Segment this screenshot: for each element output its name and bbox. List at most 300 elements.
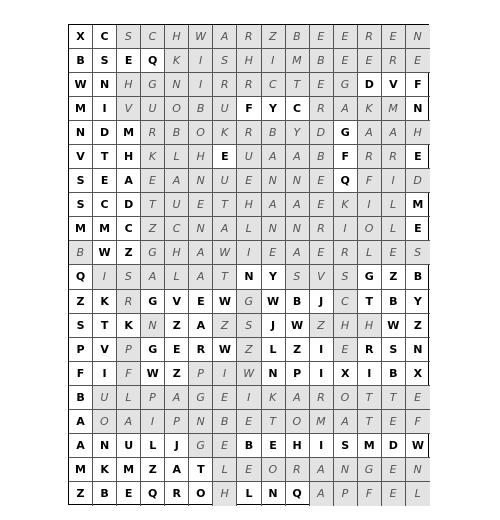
grid-cell-found[interactable]: E — [382, 410, 406, 434]
grid-cell-found[interactable]: G — [189, 386, 213, 410]
grid-cell[interactable]: R — [358, 338, 382, 362]
grid-cell[interactable]: Y — [406, 290, 430, 314]
grid-cell[interactable]: H — [286, 434, 310, 458]
grid-cell-found[interactable]: H — [165, 25, 189, 49]
grid-cell-found[interactable]: E — [382, 241, 406, 265]
grid-cell-found[interactable]: E — [382, 25, 406, 49]
grid-cell[interactable]: W — [213, 290, 237, 314]
grid-cell[interactable]: M — [406, 193, 430, 217]
grid-cell-found[interactable]: L — [237, 217, 261, 241]
grid-cell-found[interactable]: O — [262, 458, 286, 482]
grid-cell-found[interactable]: R — [237, 73, 261, 97]
grid-cell[interactable]: M — [117, 121, 141, 145]
grid-cell-found[interactable]: K — [165, 49, 189, 73]
grid-cell[interactable]: I — [93, 97, 117, 121]
grid-cell-found[interactable]: A — [189, 241, 213, 265]
grid-cell-found[interactable]: D — [310, 121, 334, 145]
grid-cell[interactable]: X — [406, 362, 430, 386]
grid-cell[interactable]: Z — [69, 290, 93, 314]
grid-cell[interactable]: P — [69, 338, 93, 362]
grid-cell[interactable]: N — [406, 97, 430, 121]
grid-cell-found[interactable]: N — [334, 458, 358, 482]
grid-cell[interactable]: N — [237, 265, 261, 289]
grid-cell-found[interactable]: P — [165, 410, 189, 434]
grid-cell-found[interactable]: L — [382, 193, 406, 217]
grid-cell[interactable]: I — [310, 362, 334, 386]
grid-cell-found[interactable]: E — [334, 49, 358, 73]
grid-cell-found[interactable]: U — [93, 386, 117, 410]
grid-cell[interactable]: E — [165, 338, 189, 362]
grid-cell-found[interactable]: I — [213, 362, 237, 386]
grid-cell[interactable]: W — [69, 73, 93, 97]
grid-cell-found[interactable]: I — [334, 217, 358, 241]
grid-cell-found[interactable]: U — [213, 97, 237, 121]
grid-cell-found[interactable]: E — [213, 386, 237, 410]
grid-cell-found[interactable]: A — [382, 121, 406, 145]
grid-cell-found[interactable]: Z — [213, 314, 237, 338]
grid-cell-found[interactable]: I — [189, 73, 213, 97]
grid-cell-found[interactable]: E — [237, 458, 261, 482]
grid-cell-found[interactable]: N — [406, 458, 430, 482]
grid-cell-found[interactable]: N — [141, 314, 165, 338]
grid-cell[interactable]: L — [262, 338, 286, 362]
grid-cell[interactable]: A — [165, 458, 189, 482]
grid-cell-found[interactable]: G — [189, 434, 213, 458]
grid-cell[interactable]: B — [237, 434, 261, 458]
grid-cell-found[interactable]: G — [358, 458, 382, 482]
grid-cell-found[interactable]: R — [310, 217, 334, 241]
grid-cell-found[interactable]: M — [382, 97, 406, 121]
grid-cell-found[interactable]: S — [117, 25, 141, 49]
grid-cell[interactable]: L — [237, 482, 261, 506]
grid-cell[interactable]: E — [262, 434, 286, 458]
grid-cell[interactable]: S — [69, 193, 93, 217]
grid-cell[interactable]: K — [93, 290, 117, 314]
grid-cell-found[interactable]: Z — [237, 338, 261, 362]
grid-cell[interactable]: I — [358, 362, 382, 386]
grid-cell-found[interactable]: E — [310, 169, 334, 193]
grid-cell[interactable]: Z — [165, 314, 189, 338]
grid-cell-found[interactable]: N — [165, 73, 189, 97]
grid-cell-found[interactable]: L — [358, 241, 382, 265]
grid-cell[interactable]: C — [93, 193, 117, 217]
grid-cell-found[interactable]: R — [382, 49, 406, 73]
grid-cell[interactable]: T — [93, 145, 117, 169]
grid-cell[interactable]: N — [406, 338, 430, 362]
grid-cell-found[interactable]: C — [141, 25, 165, 49]
grid-cell-found[interactable]: B — [286, 25, 310, 49]
grid-cell[interactable]: B — [382, 362, 406, 386]
grid-cell-found[interactable]: S — [237, 314, 261, 338]
grid-cell[interactable]: A — [189, 314, 213, 338]
grid-cell-found[interactable]: V — [117, 97, 141, 121]
grid-cell[interactable]: N — [93, 73, 117, 97]
grid-cell[interactable]: S — [69, 314, 93, 338]
grid-cell-found[interactable]: E — [189, 193, 213, 217]
grid-cell-found[interactable]: I — [358, 193, 382, 217]
grid-cell-found[interactable]: R — [358, 25, 382, 49]
grid-cell[interactable]: C — [117, 217, 141, 241]
grid-cell-found[interactable]: E — [382, 482, 406, 506]
grid-cell-found[interactable]: I — [189, 49, 213, 73]
grid-cell[interactable]: F — [69, 362, 93, 386]
grid-cell-found[interactable]: B — [213, 410, 237, 434]
grid-cell[interactable]: V — [165, 290, 189, 314]
grid-cell-found[interactable]: A — [262, 193, 286, 217]
grid-cell-found[interactable]: B — [310, 49, 334, 73]
grid-cell[interactable]: S — [334, 434, 358, 458]
grid-cell-found[interactable]: R — [141, 121, 165, 145]
grid-cell-found[interactable]: G — [141, 241, 165, 265]
grid-cell[interactable]: Z — [382, 265, 406, 289]
grid-cell-found[interactable]: R — [358, 145, 382, 169]
grid-cell[interactable]: W — [213, 338, 237, 362]
grid-cell[interactable]: Q — [334, 169, 358, 193]
grid-cell-found[interactable]: U — [165, 193, 189, 217]
grid-cell-found[interactable]: Z — [310, 314, 334, 338]
grid-cell[interactable]: D — [117, 193, 141, 217]
grid-cell-found[interactable]: N — [286, 169, 310, 193]
grid-cell-found[interactable]: K — [334, 193, 358, 217]
grid-cell-found[interactable]: T — [213, 193, 237, 217]
grid-cell[interactable]: W — [406, 434, 430, 458]
grid-cell-found[interactable]: L — [117, 386, 141, 410]
grid-cell-found[interactable]: A — [262, 145, 286, 169]
grid-cell[interactable]: C — [286, 97, 310, 121]
grid-cell[interactable]: Z — [117, 241, 141, 265]
grid-cell[interactable]: M — [69, 97, 93, 121]
grid-cell-found[interactable]: E — [406, 386, 430, 410]
grid-cell-found[interactable]: B — [189, 97, 213, 121]
grid-cell-found[interactable]: K — [141, 145, 165, 169]
grid-cell-found[interactable]: N — [262, 217, 286, 241]
grid-cell[interactable]: Z — [286, 338, 310, 362]
grid-cell-found[interactable]: E — [334, 25, 358, 49]
grid-cell[interactable]: Z — [165, 362, 189, 386]
grid-cell-found[interactable]: U — [141, 97, 165, 121]
grid-cell-found[interactable]: H — [213, 482, 237, 506]
grid-cell-found[interactable]: E — [310, 73, 334, 97]
grid-cell-found[interactable]: R — [310, 97, 334, 121]
grid-cell-found[interactable]: H — [237, 49, 261, 73]
grid-cell-found[interactable]: P — [141, 386, 165, 410]
grid-cell[interactable]: U — [117, 434, 141, 458]
grid-cell[interactable]: N — [262, 482, 286, 506]
grid-cell-found[interactable]: E — [310, 193, 334, 217]
grid-cell[interactable]: N — [93, 434, 117, 458]
grid-cell-found[interactable]: E — [262, 241, 286, 265]
grid-cell[interactable]: K — [117, 314, 141, 338]
grid-cell-found[interactable]: H — [165, 241, 189, 265]
grid-cell[interactable]: S — [93, 49, 117, 73]
grid-cell[interactable]: G — [358, 265, 382, 289]
grid-cell-found[interactable]: A — [286, 386, 310, 410]
grid-cell-found[interactable]: T — [382, 386, 406, 410]
grid-cell-found[interactable]: T — [141, 193, 165, 217]
grid-cell-found[interactable]: E — [310, 241, 334, 265]
grid-cell-found[interactable]: E — [213, 434, 237, 458]
grid-cell-found[interactable]: H — [189, 145, 213, 169]
grid-cell-found[interactable]: S — [286, 265, 310, 289]
grid-cell[interactable]: B — [69, 386, 93, 410]
grid-cell-found[interactable]: A — [310, 458, 334, 482]
grid-cell-found[interactable]: F — [358, 169, 382, 193]
grid-cell-found[interactable]: O — [286, 410, 310, 434]
grid-cell[interactable]: J — [310, 290, 334, 314]
grid-cell-found[interactable]: L — [213, 458, 237, 482]
grid-cell-found[interactable]: R — [237, 25, 261, 49]
grid-cell-found[interactable]: A — [189, 265, 213, 289]
grid-cell-found[interactable]: H — [406, 121, 430, 145]
grid-cell-found[interactable]: E — [358, 49, 382, 73]
grid-cell-found[interactable]: R — [213, 73, 237, 97]
grid-cell[interactable]: M — [69, 458, 93, 482]
grid-cell-found[interactable]: V — [310, 265, 334, 289]
grid-cell-found[interactable]: T — [262, 410, 286, 434]
grid-cell[interactable]: G — [141, 290, 165, 314]
grid-cell[interactable]: Q — [69, 265, 93, 289]
grid-cell[interactable]: I — [93, 362, 117, 386]
grid-cell-found[interactable]: W — [189, 25, 213, 49]
grid-cell-found[interactable]: K — [262, 386, 286, 410]
grid-cell-found[interactable]: K — [358, 97, 382, 121]
grid-cell-found[interactable]: N — [189, 410, 213, 434]
grid-cell-found[interactable]: Z — [141, 217, 165, 241]
grid-cell-found[interactable]: A — [334, 410, 358, 434]
grid-cell-found[interactable]: L — [406, 482, 430, 506]
grid-cell[interactable]: P — [286, 362, 310, 386]
grid-cell-found[interactable]: A — [310, 482, 334, 506]
grid-cell[interactable]: F — [237, 97, 261, 121]
grid-cell-found[interactable]: T — [358, 386, 382, 410]
grid-cell[interactable]: N — [262, 362, 286, 386]
grid-cell-found[interactable]: E — [382, 458, 406, 482]
grid-cell-found[interactable]: U — [237, 145, 261, 169]
grid-cell-found[interactable]: F — [406, 410, 430, 434]
grid-cell[interactable]: T — [358, 290, 382, 314]
grid-cell-found[interactable]: W — [237, 362, 261, 386]
grid-cell-found[interactable]: R — [117, 290, 141, 314]
grid-cell-found[interactable]: N — [189, 169, 213, 193]
grid-cell-found[interactable]: A — [213, 217, 237, 241]
grid-cell-found[interactable]: T — [213, 265, 237, 289]
grid-cell[interactable]: B — [286, 290, 310, 314]
grid-cell[interactable]: V — [382, 73, 406, 97]
grid-cell[interactable]: Q — [286, 482, 310, 506]
grid-cell-found[interactable]: I — [382, 169, 406, 193]
grid-cell-found[interactable]: A — [165, 169, 189, 193]
grid-cell[interactable]: W — [141, 362, 165, 386]
grid-cell-found[interactable]: A — [117, 410, 141, 434]
grid-cell-found[interactable]: L — [165, 145, 189, 169]
grid-cell-found[interactable]: E — [406, 49, 430, 73]
grid-cell[interactable]: T — [93, 314, 117, 338]
grid-cell-found[interactable]: A — [165, 386, 189, 410]
grid-cell-found[interactable]: E — [141, 169, 165, 193]
grid-cell[interactable]: T — [189, 458, 213, 482]
grid-cell[interactable]: M — [93, 217, 117, 241]
grid-cell-found[interactable]: I — [93, 265, 117, 289]
grid-cell[interactable]: M — [358, 434, 382, 458]
grid-cell-found[interactable]: O — [165, 97, 189, 121]
grid-cell-found[interactable]: S — [117, 265, 141, 289]
grid-cell[interactable]: S — [69, 169, 93, 193]
grid-cell[interactable]: M — [69, 217, 93, 241]
grid-cell[interactable]: G — [334, 121, 358, 145]
grid-cell-found[interactable]: F — [117, 362, 141, 386]
grid-cell-found[interactable]: S — [213, 49, 237, 73]
grid-cell[interactable]: M — [117, 458, 141, 482]
grid-cell[interactable]: B — [69, 49, 93, 73]
grid-cell-found[interactable]: O — [189, 121, 213, 145]
grid-cell-found[interactable]: N — [406, 25, 430, 49]
grid-cell[interactable]: E — [213, 145, 237, 169]
grid-cell[interactable]: D — [93, 121, 117, 145]
grid-cell-found[interactable]: O — [358, 217, 382, 241]
grid-cell[interactable]: N — [69, 121, 93, 145]
grid-cell[interactable]: E — [406, 145, 430, 169]
grid-cell[interactable]: Q — [141, 49, 165, 73]
grid-cell-found[interactable]: S — [406, 241, 430, 265]
grid-cell[interactable]: W — [286, 314, 310, 338]
grid-cell-found[interactable]: C — [165, 217, 189, 241]
grid-cell-found[interactable]: I — [141, 410, 165, 434]
grid-cell-found[interactable]: A — [286, 193, 310, 217]
grid-cell-found[interactable]: E — [237, 169, 261, 193]
grid-cell[interactable]: D — [358, 73, 382, 97]
grid-cell-found[interactable]: A — [334, 97, 358, 121]
grid-cell-found[interactable]: G — [237, 290, 261, 314]
grid-cell-found[interactable]: M — [310, 410, 334, 434]
grid-cell-found[interactable]: L — [165, 265, 189, 289]
grid-cell-found[interactable]: C — [262, 73, 286, 97]
grid-cell-found[interactable]: K — [213, 121, 237, 145]
grid-cell[interactable]: W — [93, 241, 117, 265]
grid-cell-found[interactable]: R — [286, 458, 310, 482]
grid-cell[interactable]: X — [334, 362, 358, 386]
grid-cell[interactable]: I — [310, 338, 334, 362]
grid-cell[interactable]: Z — [406, 314, 430, 338]
grid-cell-found[interactable]: P — [117, 338, 141, 362]
grid-cell[interactable]: Z — [69, 482, 93, 506]
grid-cell[interactable]: K — [93, 458, 117, 482]
grid-cell-found[interactable]: A — [213, 25, 237, 49]
grid-cell-found[interactable]: S — [334, 265, 358, 289]
grid-cell[interactable]: V — [93, 338, 117, 362]
grid-cell[interactable]: D — [382, 434, 406, 458]
grid-cell-found[interactable]: R — [334, 241, 358, 265]
grid-cell-found[interactable]: I — [262, 49, 286, 73]
grid-cell-found[interactable]: B — [165, 121, 189, 145]
grid-cell-found[interactable]: G — [141, 73, 165, 97]
grid-cell-found[interactable]: H — [237, 193, 261, 217]
grid-cell-found[interactable]: W — [213, 241, 237, 265]
grid-cell[interactable]: F — [406, 73, 430, 97]
grid-cell-found[interactable]: R — [310, 386, 334, 410]
grid-cell[interactable]: E — [189, 290, 213, 314]
grid-cell[interactable]: J — [165, 434, 189, 458]
grid-cell[interactable]: B — [93, 482, 117, 506]
grid-cell[interactable]: E — [117, 49, 141, 73]
grid-cell-found[interactable]: P — [334, 482, 358, 506]
grid-cell-found[interactable]: C — [334, 290, 358, 314]
grid-cell-found[interactable]: T — [358, 410, 382, 434]
grid-cell[interactable]: Y — [262, 97, 286, 121]
grid-cell-found[interactable]: B — [310, 145, 334, 169]
grid-cell-found[interactable]: N — [189, 217, 213, 241]
grid-cell-found[interactable]: H — [358, 314, 382, 338]
grid-cell-found[interactable]: A — [286, 241, 310, 265]
grid-cell[interactable]: Q — [141, 482, 165, 506]
grid-cell-found[interactable]: E — [310, 25, 334, 49]
grid-cell[interactable]: J — [262, 314, 286, 338]
grid-cell[interactable]: L — [141, 434, 165, 458]
grid-cell-found[interactable]: B — [262, 121, 286, 145]
grid-cell[interactable]: X — [69, 25, 93, 49]
grid-cell-found[interactable]: Z — [262, 25, 286, 49]
grid-cell-found[interactable]: N — [286, 217, 310, 241]
grid-cell-found[interactable]: G — [334, 73, 358, 97]
grid-cell-found[interactable]: A — [141, 265, 165, 289]
grid-cell[interactable]: E — [93, 169, 117, 193]
grid-cell[interactable]: A — [69, 434, 93, 458]
grid-cell[interactable]: V — [69, 145, 93, 169]
grid-cell[interactable]: S — [382, 338, 406, 362]
grid-cell[interactable]: E — [406, 217, 430, 241]
grid-cell[interactable]: G — [141, 338, 165, 362]
grid-cell-found[interactable]: O — [334, 386, 358, 410]
grid-cell-found[interactable]: T — [286, 73, 310, 97]
grid-cell[interactable]: W — [382, 314, 406, 338]
grid-cell[interactable]: C — [93, 25, 117, 49]
grid-cell[interactable]: Y — [262, 265, 286, 289]
grid-cell[interactable]: O — [189, 482, 213, 506]
grid-cell-found[interactable]: D — [406, 169, 430, 193]
grid-cell-found[interactable]: H — [117, 73, 141, 97]
grid-cell-found[interactable]: U — [213, 169, 237, 193]
grid-cell-found[interactable]: A — [358, 121, 382, 145]
grid-cell-found[interactable]: O — [93, 410, 117, 434]
grid-cell[interactable]: F — [334, 145, 358, 169]
grid-cell[interactable]: B — [406, 265, 430, 289]
grid-cell[interactable]: H — [117, 145, 141, 169]
grid-cell[interactable]: R — [189, 338, 213, 362]
grid-cell-found[interactable]: R — [382, 145, 406, 169]
grid-cell-found[interactable]: M — [286, 49, 310, 73]
grid-cell[interactable]: R — [165, 482, 189, 506]
grid-cell[interactable]: A — [69, 410, 93, 434]
grid-cell-found[interactable]: A — [286, 145, 310, 169]
grid-cell-found[interactable]: H — [334, 314, 358, 338]
grid-cell-found[interactable]: P — [189, 362, 213, 386]
grid-cell[interactable]: B — [382, 290, 406, 314]
grid-cell-found[interactable]: E — [334, 338, 358, 362]
grid-cell-found[interactable]: I — [237, 241, 261, 265]
grid-cell-found[interactable]: R — [237, 121, 261, 145]
grid-cell-found[interactable]: N — [262, 169, 286, 193]
grid-cell[interactable]: A — [117, 169, 141, 193]
grid-cell-found[interactable]: F — [358, 482, 382, 506]
grid-cell[interactable]: I — [310, 434, 334, 458]
grid-cell-found[interactable]: I — [237, 386, 261, 410]
grid-cell-found[interactable]: L — [382, 217, 406, 241]
grid-cell[interactable]: Z — [141, 458, 165, 482]
grid-cell-found[interactable]: Y — [286, 121, 310, 145]
grid-cell[interactable]: W — [262, 290, 286, 314]
grid-cell[interactable]: E — [117, 482, 141, 506]
grid-cell-found[interactable]: E — [237, 410, 261, 434]
grid-cell-found[interactable]: B — [69, 241, 93, 265]
